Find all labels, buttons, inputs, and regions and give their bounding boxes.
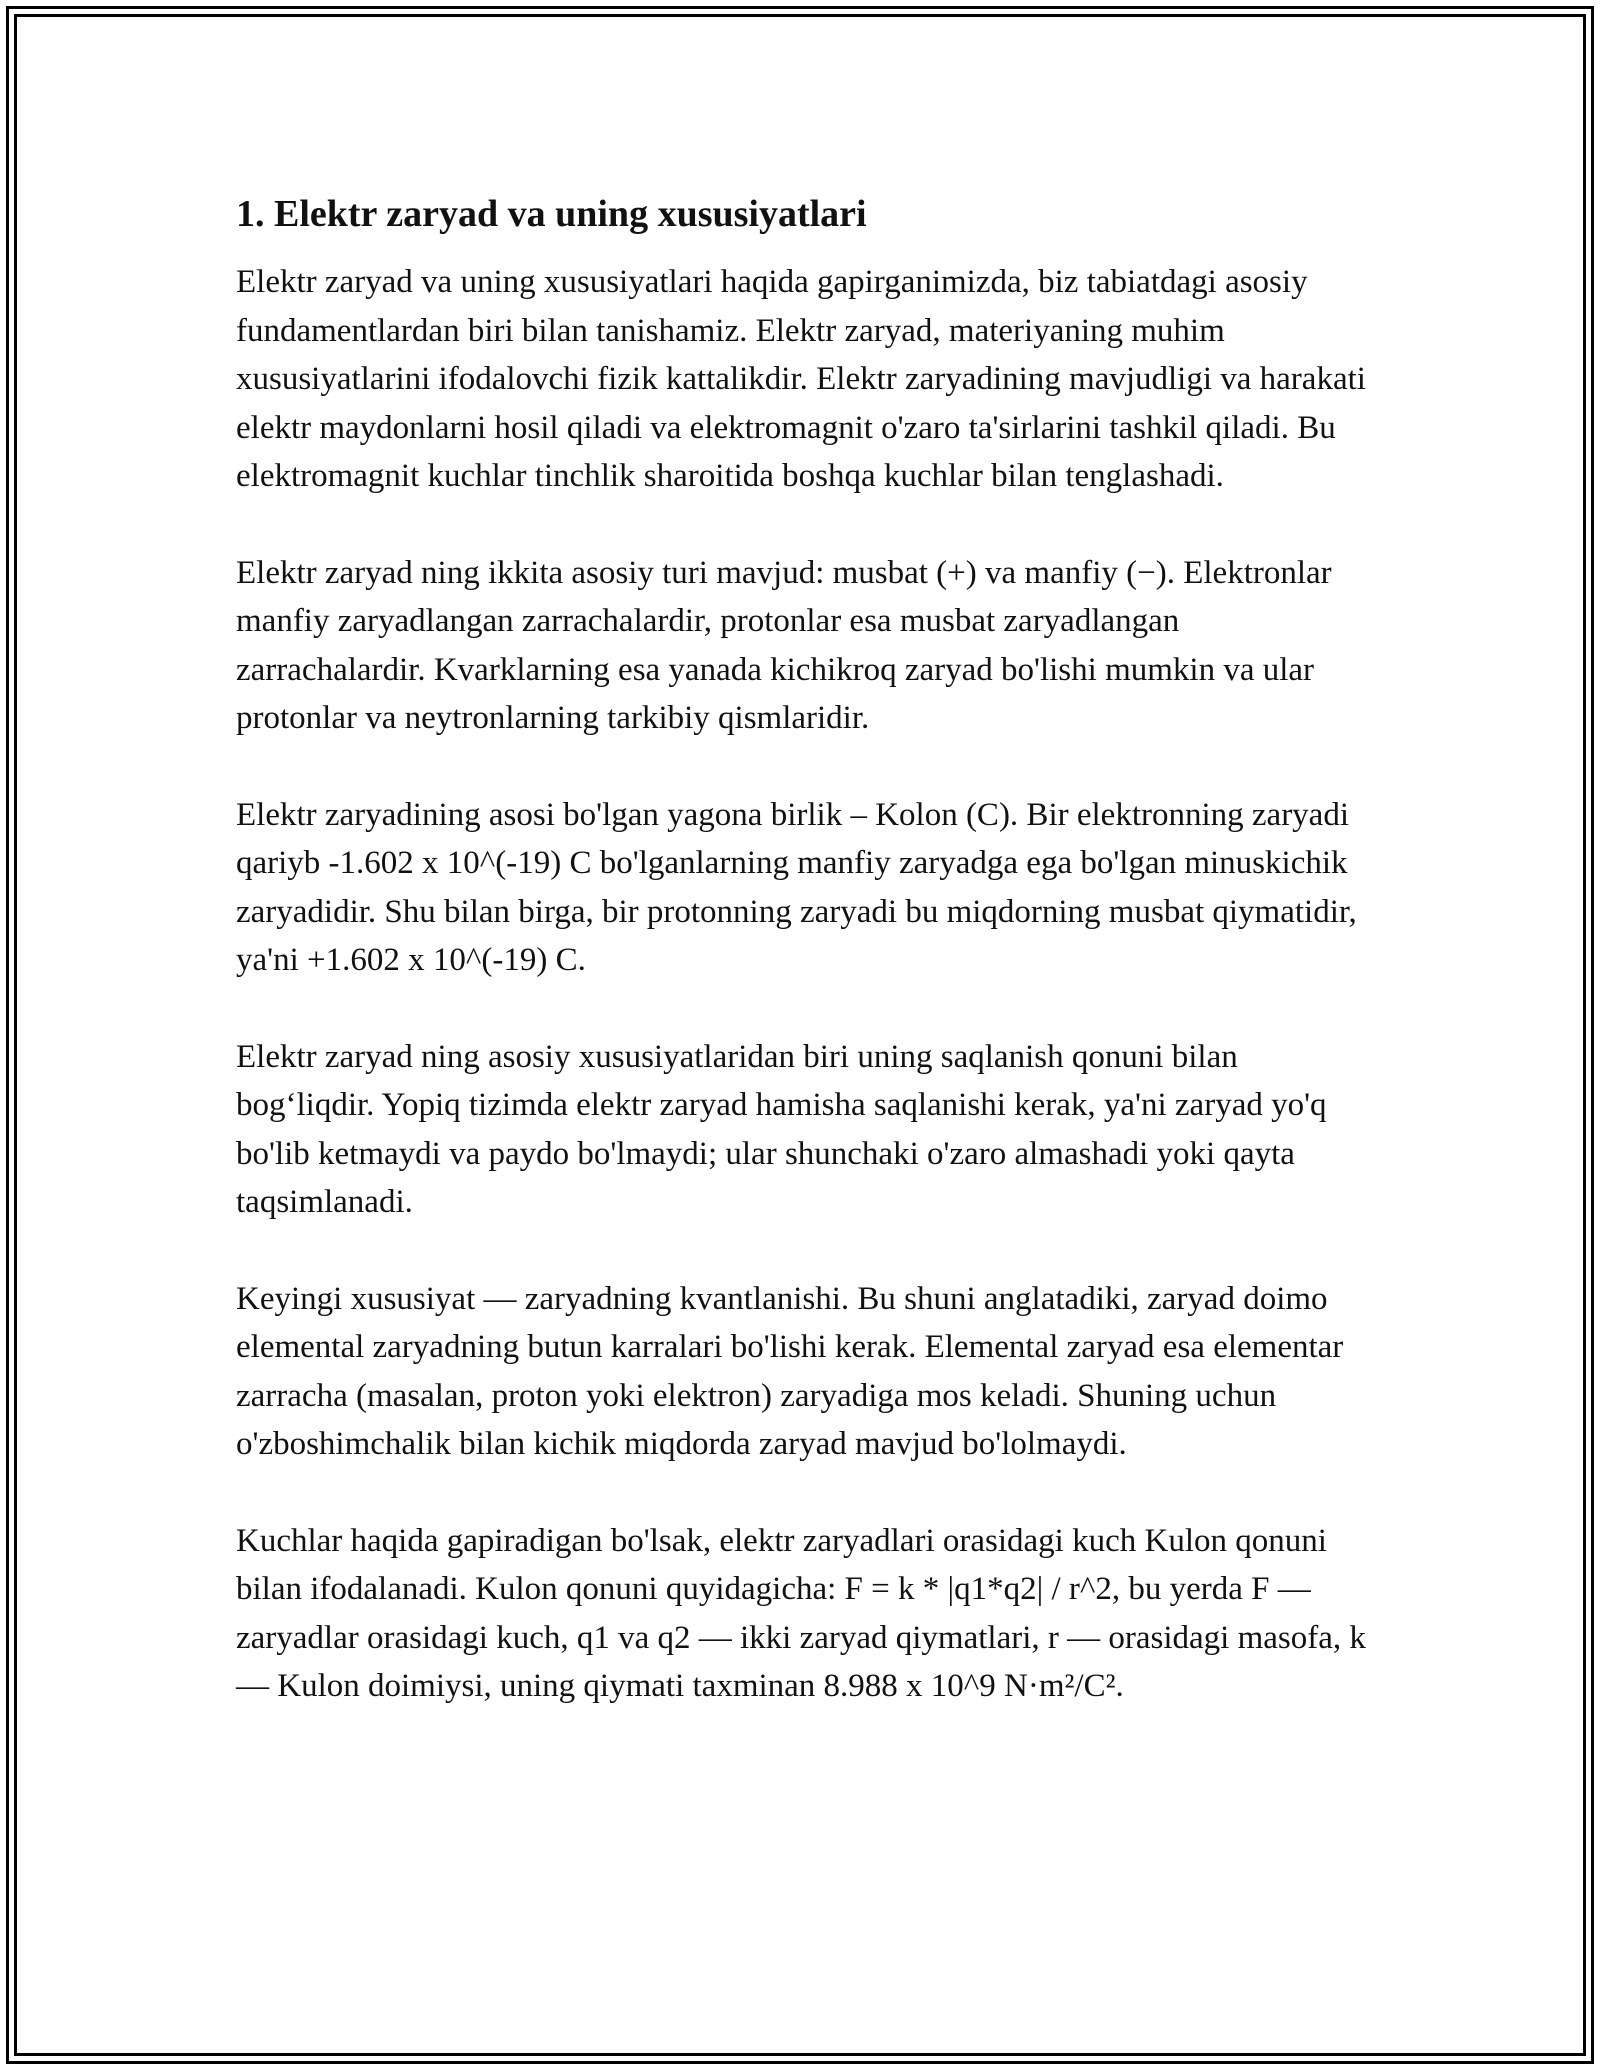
paragraph-conservation: Elektr zaryad ning asosiy xususiyatlaridan biri uning saqlanish qonuni bilan bog‘liqdir. Yopiq tizimda elektr zaryad hamisha saqlanishi kerak, ya'ni zaryad yo'q bo'lib ketmaydi va paydo bo'lmaydi; ular shunchaki o'zaro almashadi yoki qayta taqsimlanadi. [236, 1038, 1327, 1220]
document-body [236, 190, 1366, 1759]
paragraph-charge-unit: Elektr zaryadining asosi bo'lgan yagona birlik – Kolon (C). Bir elektronning zaryadi qariyb -1.602 x 10^(-19) C bo'lganlarning manfiy zaryadga ega bo'lgan minuskichik zaryadidir. Shu bilan birga, bir protonning zaryadi bu miqdorning musbat qiymatidir, ya'ni +1.602 x 10^(-19) C. [236, 796, 1357, 978]
paragraph-quantization: Keyingi xususiyat — zaryadning kvantlanishi. Bu shuni anglatadiki, zaryad doimo elemental zaryadning butun karralari bo'lishi kerak. Elemental zaryad esa elementar zarracha (masalan, proton yoki elektron) zaryadiga mos keladi. Shuning uchun o'zboshimchalik bilan kichik miqdorda zaryad mavjud bo'lolmaydi. [236, 1280, 1344, 1462]
section-heading: 1. Elektr zaryad va uning xususiyatlari [236, 193, 867, 235]
paragraph-intro: Elektr zaryad va uning xususiyatlari haqida gapirganimizda, biz tabiatdagi asosiy fundamentlardan biri bilan tanishamiz. Elektr zaryad, materiyaning muhim xususiyatlarini ifodalovchi fizik kattalikdir. Elektr zaryadining mavjudligi va harakati elektr maydonlarni hosil qiladi va elektromagnit o'zaro ta'sirlarini tashkil qiladi. Bu elektromagnit kuchlar tinchlik sharoitida boshqa kuchlar bilan tenglashadi. [236, 264, 1366, 494]
paragraph-charge-types: Elektr zaryad ning ikkita asosiy turi mavjud: musbat (+) va manfiy (−). Elektronlar manfiy zaryadlangan zarrachalardir, protonlar esa musbat zaryadlangan zarrachalardir. Kvarklarning esa yanada kichikroq zaryad bo'lishi mumkin va ular protonlar va neytronlarning tarkibiy qismlaridir. [236, 554, 1332, 736]
paragraph-coulomb-law: Kuchlar haqida gapiradigan bo'lsak, elektr zaryadlari orasidagi kuch Kulon qonuni bilan ifodalanadi. Kulon qonuni quyidagicha: F = k * |q1*q2| / r^2, bu yerda F — zaryadlar orasidagi kuch, q1 va q2 — ikki zaryad qiymatlari, r — orasidagi masofa, k — Kulon doimiysi, uning qiymati taxminan 8.988 x 10^9 N·m²/C². [236, 1522, 1366, 1704]
